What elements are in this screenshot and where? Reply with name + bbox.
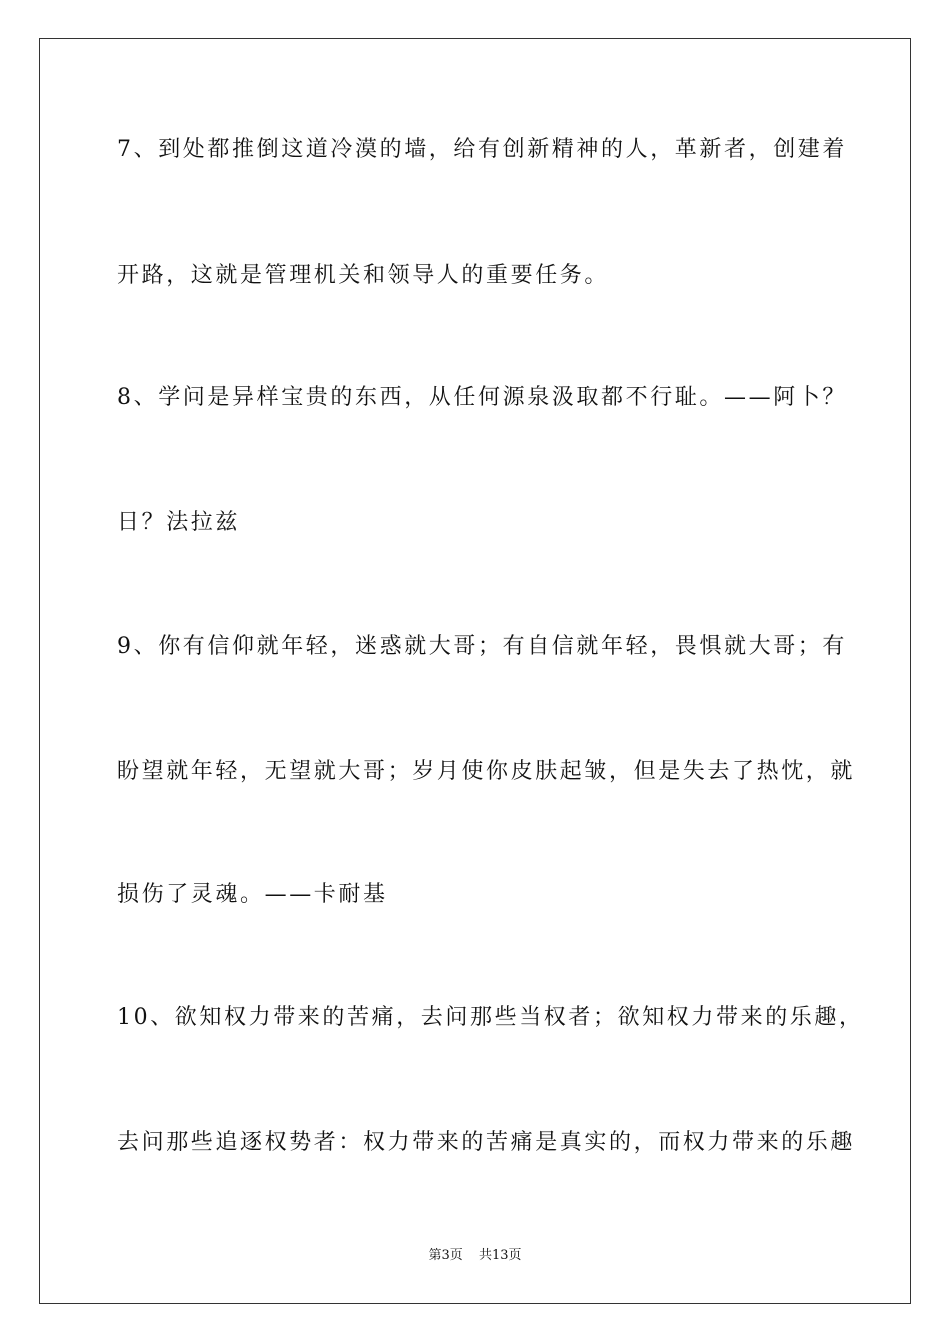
page-footer: [0, 1247, 950, 1265]
paragraph-9-line-1: 9、你有信仰就年轻，迷惑就大哥；有自信就年轻，畏惧就大哥；有: [117, 634, 847, 659]
paragraph-10-line-2: 去问那些追逐权势者：权力带来的苦痛是真实的，而权力带来的乐趣: [117, 1130, 856, 1155]
page-total: 共13页: [478, 1248, 522, 1263]
paragraph-10-line-1: 10、欲知权力带来的苦痛，去问那些当权者；欲知权力带来的乐趣，: [117, 1005, 864, 1030]
paragraph-8-line-2: 日？法拉兹: [117, 510, 241, 535]
page-number: 第3页: [428, 1248, 463, 1263]
page-border: [39, 38, 911, 1304]
paragraph-8-line-1: 8、学问是异样宝贵的东西，从任何源泉汲取都不行耻。——阿卜？: [117, 385, 847, 410]
paragraph-9-line-3: 损伤了灵魂。——卡耐基: [117, 882, 388, 907]
paragraph-7-line-2: 开路，这就是管理机关和领导人的重要任务。: [117, 263, 610, 288]
paragraph-7-line-1: 7、到处都推倒这道冷漠的墙，给有创新精神的人，革新者，创建着: [117, 137, 847, 162]
paragraph-9-line-2: 盼望就年轻，无望就大哥；岁月使你皮肤起皱，但是失去了热忱，就: [117, 759, 856, 784]
